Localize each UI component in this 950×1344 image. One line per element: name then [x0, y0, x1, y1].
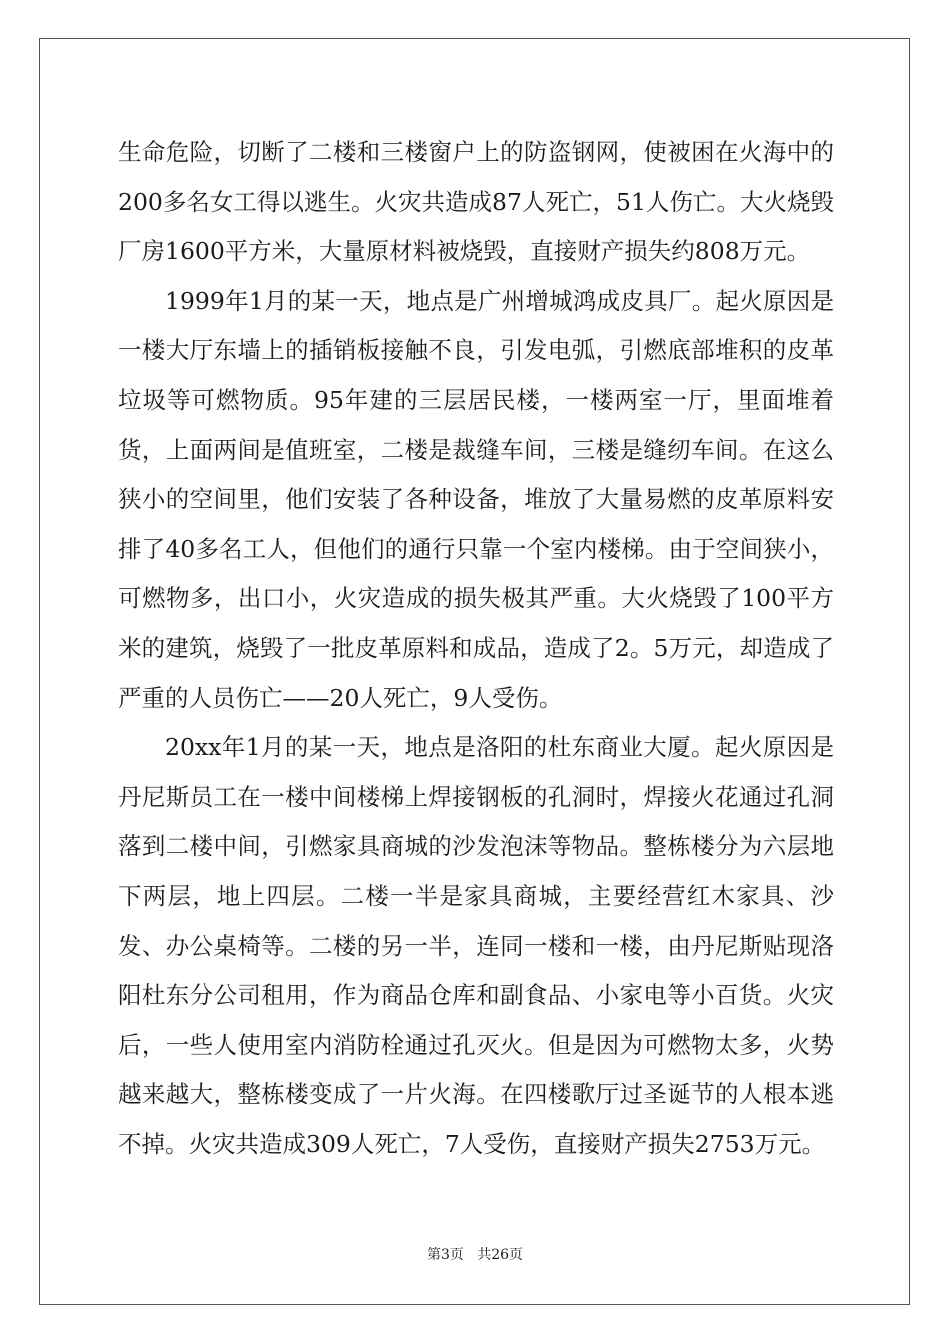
document-body: [118, 128, 834, 1169]
page-number-footer: 第3页 共26页: [426, 1247, 524, 1263]
paragraph-1: 生命危险，切断了二楼和三楼窗户上的防盗钢网，使被困在火海中的200多名女工得以逃生。火灾共造成87人死亡，51人伤亡。大火烧毁厂房1600平方米，大量原材料被烧毁，直接财产损失约808万元。: [118, 138, 834, 266]
paragraph-3: 20xx年1月的某一天，地点是洛阳的杜东商业大厦。起火原因是丹尼斯员工在一楼中间楼梯上焊接钢板的孔洞时，焊接火花通过孔洞落到二楼中间，引燃家具商城的沙发泡沫等物品。整栋楼分为六层地下两层，地上四层。二楼一半是家具商城，主要经营红木家具、沙发、办公桌椅等。二楼的另一半，连同一楼和一楼，由丹尼斯贴现洛阳杜东分公司租用，作为商品仓库和副食品、小家电等小百货。火灾后，一些人使用室内消防栓通过孔灭火。但是因为可燃物太多，火势越来越大，整栋楼变成了一片火海。在四楼歌厅过圣诞节的人根本逃不掉。火灾共造成309人死亡，7人受伤，直接财产损失2753万元。: [118, 733, 834, 1158]
paragraph-2: 1999年1月的某一天，地点是广州增城鸿成皮具厂。起火原因是一楼大厅东墙上的插销板接触不良，引发电弧，引燃底部堆积的皮革垃圾等可燃物质。95年建的三层居民楼，一楼两室一厅，里面堆着货，上面两间是值班室，二楼是裁缝车间，三楼是缝纫车间。在这么狭小的空间里，他们安装了各种设备，堆放了大量易燃的皮革原料安排了40多名工人，但他们的通行只靠一个室内楼梯。由于空间狭小，可燃物多，出口小，火灾造成的损失极其严重。大火烧毁了100平方米的建筑，烧毁了一批皮革原料和成品，造成了2。5万元，却造成了严重的人员伤亡——20人死亡，9人受伤。: [118, 286, 834, 712]
